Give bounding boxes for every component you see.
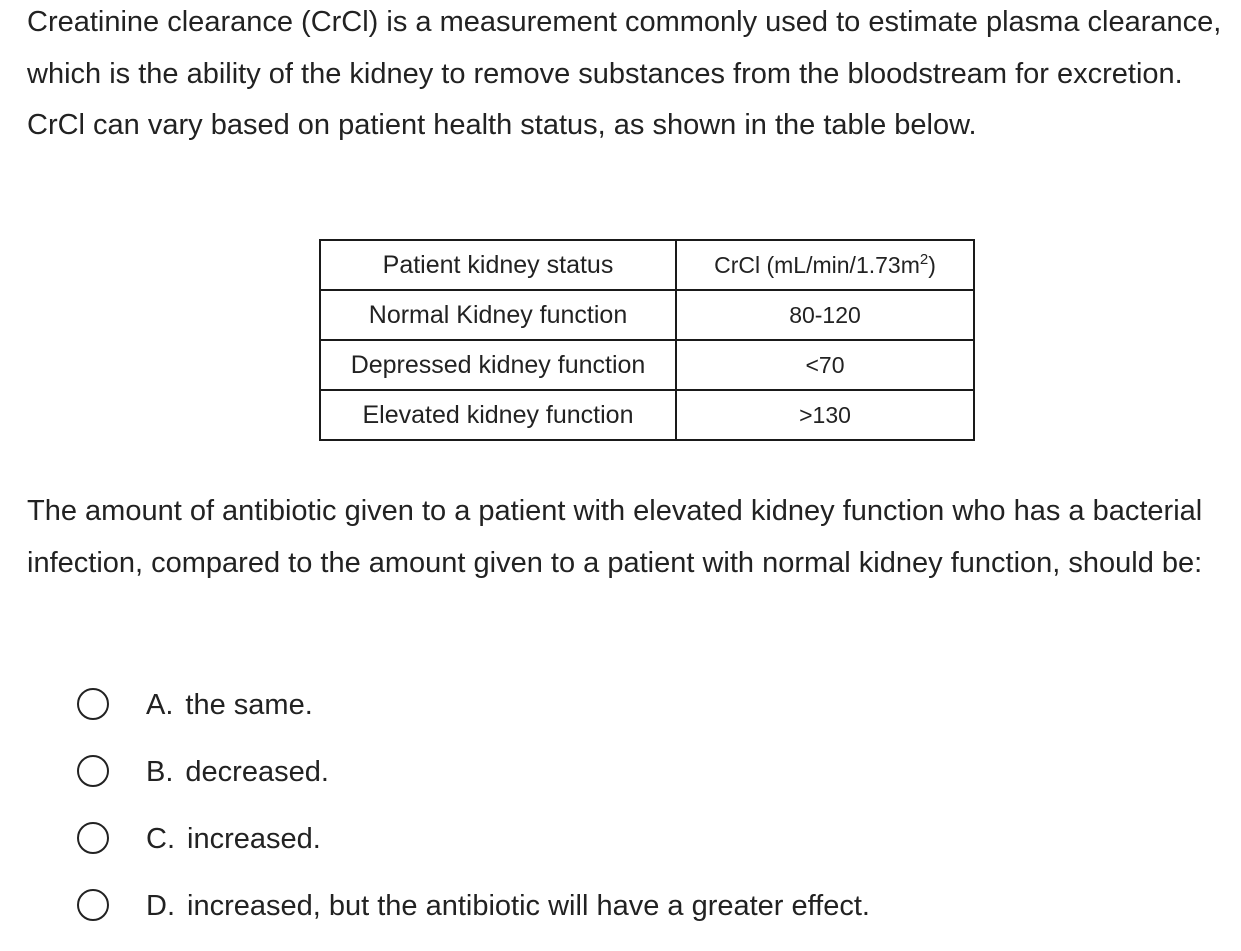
table-cell-crcl: 80-120	[676, 290, 974, 340]
crcl-table-container	[319, 239, 975, 441]
answer-option-c[interactable]	[77, 817, 870, 884]
header-crcl-superscript: 2	[919, 250, 929, 268]
option-text: increased, but the antibiotic will have a greater effect.	[187, 890, 870, 922]
option-text: decreased.	[185, 756, 329, 788]
header-crcl-prefix: CrCl (mL/min/1.73m	[714, 251, 920, 278]
table-row	[320, 390, 974, 440]
option-letter: B.	[146, 756, 174, 788]
radio-button-a[interactable]	[77, 688, 109, 720]
crcl-table	[319, 239, 975, 441]
header-crcl	[676, 240, 974, 290]
option-letter: D.	[146, 890, 175, 922]
table-cell-status: Depressed kidney function	[320, 340, 676, 390]
header-crcl-suffix: )	[928, 251, 936, 278]
option-letter: A.	[146, 689, 174, 721]
option-text: the same.	[185, 689, 313, 721]
table-cell-crcl: <70	[676, 340, 974, 390]
table-cell-crcl: >130	[676, 390, 974, 440]
table-row	[320, 340, 974, 390]
table-row	[320, 290, 974, 340]
passage-text: Creatinine clearance (CrCl) is a measurement commonly used to estimate plasma clearance, which is the ability of the kidney to remove substances from the bloodstream for excretion. CrCl can vary based on patient health status, as shown in the table below.	[27, 6, 1222, 141]
answer-option-a[interactable]	[77, 683, 870, 750]
table-header-row	[320, 240, 974, 290]
radio-button-b[interactable]	[77, 755, 109, 787]
table-cell-status: Normal Kidney function	[320, 290, 676, 340]
answer-options	[77, 683, 870, 951]
option-text: increased.	[187, 823, 321, 855]
answer-option-b[interactable]	[77, 750, 870, 817]
radio-button-d[interactable]	[77, 889, 109, 921]
radio-button-c[interactable]	[77, 822, 109, 854]
option-letter: C.	[146, 823, 175, 855]
table-cell-status: Elevated kidney function	[320, 390, 676, 440]
header-kidney-status: Patient kidney status	[320, 240, 676, 290]
question-text: The amount of antibiotic given to a patient with elevated kidney function who has a bacterial infection, compared to the amount given to a patient with normal kidney function, should be:	[27, 495, 1203, 579]
